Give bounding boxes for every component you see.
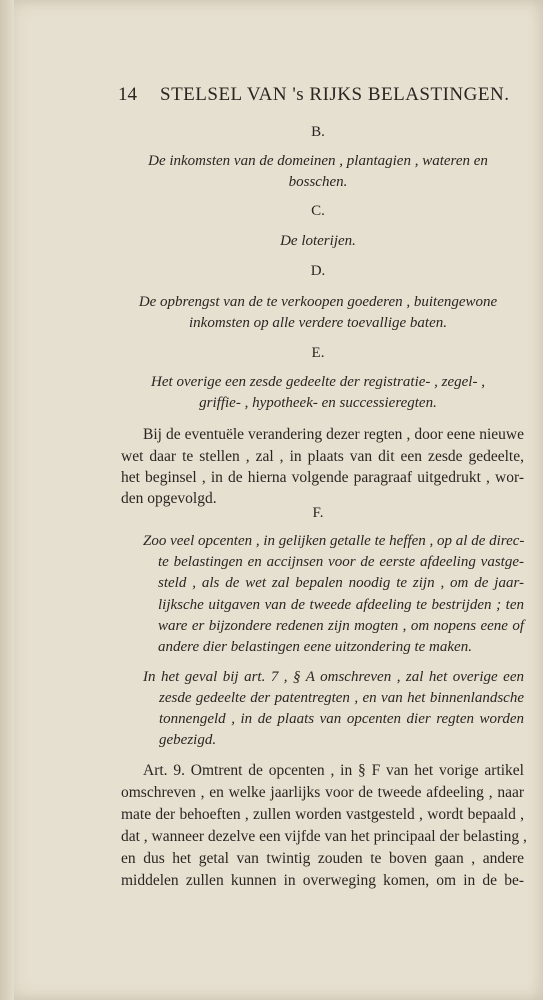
section-f-line: zesde gedeelte der patentregten , en van het binnenlandsche <box>159 690 524 706</box>
section-f-line: Zoo veel opcenten , in gelijken getalle te heffen , op al de direc- <box>143 533 525 549</box>
section-f-line: andere dier belastingen eene uitzondering te maken. <box>158 639 472 655</box>
section-letter-d: D. <box>310 263 326 279</box>
section-d-line: inkomsten op alle verdere toevallige baten. <box>189 315 447 331</box>
section-letter-b: B. <box>311 124 325 140</box>
section-b-line: bosschen. <box>288 174 348 190</box>
section-f-line: steld , als de wet zal bepalen noodig te zijn , om de jaar- <box>158 575 524 591</box>
section-b-line: De inkomsten van de domeinen , plantagien , wateren en <box>148 153 488 169</box>
section-e-line: griffie- , hypotheek- en successieregten. <box>199 395 437 411</box>
paragraph-line: het beginsel , in de hierna volgende paragraaf uitgedrukt , wor- <box>121 469 524 486</box>
article-9-line: Art. 9. Omtrent de opcenten , in § F van het vorige artikel <box>143 762 524 779</box>
paragraph-line: Bij de eventuële verandering dezer regten , door eene nieuwe <box>143 426 524 443</box>
section-letter-e: E. <box>311 345 325 361</box>
paragraph-line: den opgevolgd. <box>121 490 217 507</box>
running-header <box>118 84 510 108</box>
article-9-line: dat , wanneer dezelve een vijfde van het principaal der belasting , <box>121 828 527 845</box>
section-f-line: gebezigd. <box>159 732 217 748</box>
section-d-line: De opbrengst van de te verkoopen goederen , buitengewone <box>138 294 498 310</box>
section-letter-c: C. <box>311 203 325 219</box>
article-9-line: mate der behoeften , zullen worden vastgesteld , wordt bepaald , <box>121 806 524 823</box>
section-e-line: Het overige een zesde gedeelte der registratie- , zegel- , <box>151 374 485 390</box>
section-c-line: De loterijen. <box>280 233 356 249</box>
section-f-line: In het geval bij art. 7 , § A omschreven , zal het overige een <box>143 669 524 685</box>
page-number: 14 <box>118 84 137 105</box>
article-9-line: omschreven , en welke jaarlijks voor de tweede afdeeling , naar <box>121 784 524 801</box>
section-f-line: tonnengeld , in de plaats van opcenten dier regten worden <box>159 711 524 727</box>
section-f-line: ware er bijzondere redenen zijn mogten , om nopens eene of <box>158 618 524 634</box>
section-f-line: te belastingen en accijnsen voor de eerste afdeeling vastge- <box>158 554 524 570</box>
paragraph-line: wet daar te stellen , zal , in plaats van dit een zesde gedeelte, <box>121 448 524 465</box>
section-f-line: lijksche uitgaven van de tweede afdeeling te bestrijden ; ten <box>158 597 524 613</box>
section-letter-f: F. <box>312 505 324 521</box>
article-9-line: en dus het getal van twintig zouden te boven gaan , andere <box>121 850 524 867</box>
article-9-line: middelen zullen kunnen in overweging komen, om in de be- <box>121 872 524 889</box>
running-title: STELSEL VAN 's RIJKS BELASTINGEN. <box>160 84 510 105</box>
